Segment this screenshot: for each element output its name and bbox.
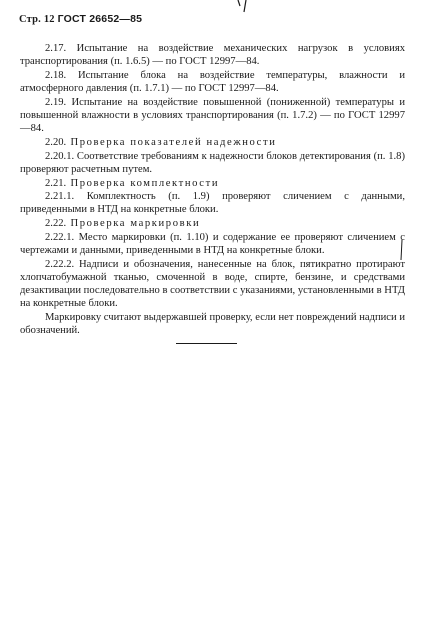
section-heading-marking bbox=[20, 217, 405, 230]
section-title: Проверка комплектности bbox=[70, 177, 220, 189]
section-number: 2.20. bbox=[45, 136, 67, 148]
pen-mark-icon bbox=[236, 0, 250, 14]
section-number: 2.22. bbox=[45, 218, 67, 230]
paragraph-2-19: 2.19. Испытание на воздействие повышенной (пониженной) температуры и повышенной влажности в условиях транспортирования (п. 1.7.2) — по ГОСТ 12997—84. bbox=[20, 96, 405, 135]
paragraph-2-22-1: 2.22.1. Место маркировки (п. 1.10) и содержание ее проверяют сличением с чертежами и данными, приведенными в НТД на конкретные блоки. bbox=[20, 231, 405, 257]
margin-tick-icon bbox=[397, 240, 405, 262]
paragraph-final: Маркировку считают выдержавшей проверку, если нет повреждений надписи и обозначений. bbox=[20, 312, 405, 337]
paragraph-2-20-1: 2.20.1. Соответствие требованиям к надежности блоков детектирования (п. 1.8) проверяют расчетным путем. bbox=[20, 150, 405, 175]
section-number: 2.21. bbox=[45, 177, 67, 189]
section-title: Проверка маркировки bbox=[70, 218, 201, 230]
section-title: Проверка показателей надежности bbox=[70, 136, 277, 148]
paragraph-2-22-2: 2.22.2. Надписи и обозначения, нанесенные на блок, пятикратно протирают хлопчатобумажной тканью, смоченной в воде, спирте, бензине, и средствами дезактивации последовательно в соответствии с указаниями, установленными в НТД на конкретные блоки. bbox=[20, 258, 405, 310]
standard-number: ГОСТ 26652—85 bbox=[57, 13, 143, 25]
section-heading-reliability bbox=[20, 136, 405, 149]
closing-rule bbox=[176, 343, 237, 344]
paragraph-2-21-1: 2.21.1. Комплектность (п. 1.9) проверяют сличением с данными, приведенными в НТД на конкретные блоки. bbox=[20, 191, 405, 216]
section-heading-completeness bbox=[20, 177, 405, 190]
paragraph-2-17: 2.17. Испытание на воздействие механических нагрузок в условиях транспортирования (п. 1.6.5) — по ГОСТ 12997—84. bbox=[20, 43, 405, 68]
paragraph-2-18: 2.18. Испытание блока на воздействие температуры, влажности и атмосферного давления (п. 1.7.1) — по ГОСТ 12997—84. bbox=[20, 69, 405, 95]
running-header bbox=[19, 13, 142, 25]
document-body bbox=[20, 42, 405, 338]
page-number: Стр. 12 bbox=[19, 14, 55, 25]
